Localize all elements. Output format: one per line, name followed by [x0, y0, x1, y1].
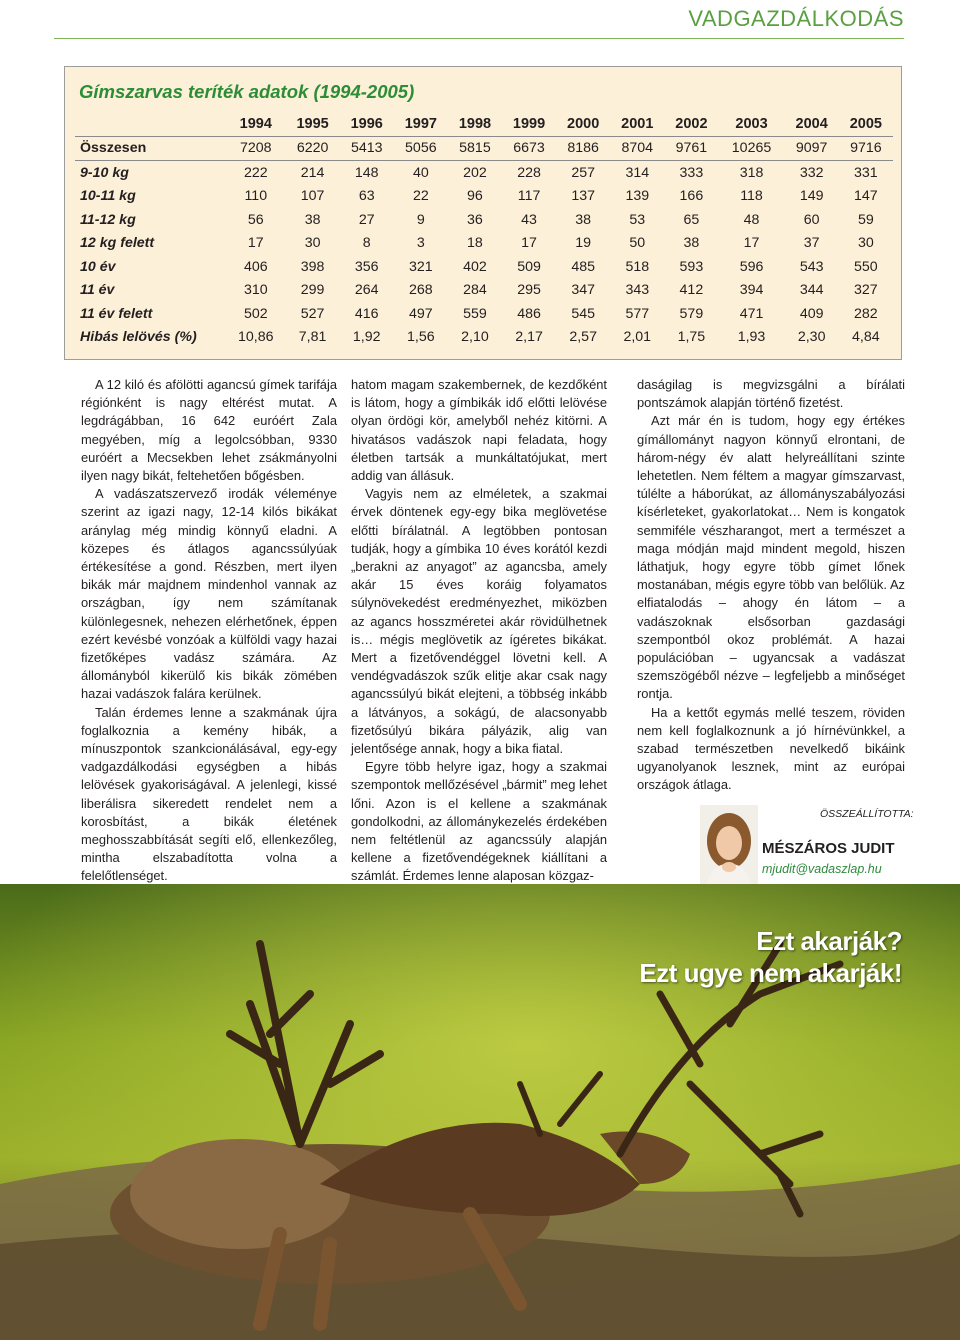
- table-cell: 6220: [286, 136, 340, 161]
- table-cell: 139: [625, 188, 650, 205]
- table-row: [75, 302, 893, 326]
- table-cell: 8186: [556, 136, 610, 161]
- row-label: 10 év: [80, 258, 116, 275]
- table-cell: 1,56: [407, 329, 435, 346]
- year-header: 2002: [664, 112, 718, 136]
- table-cell: 6673: [502, 136, 556, 161]
- table-cell: 10,86: [238, 329, 274, 346]
- table-cell: 332: [799, 164, 824, 181]
- table-cell: 398: [300, 258, 325, 275]
- table-cell: 59: [857, 211, 874, 228]
- paragraph: Azt már én is tudom, hogy egy értékes gímállományt nagyon könnyű elrontani, de három-négy év alatt helyreállítani szinte lehetetlen. Nem féltem a magyar gímszarvast, túlélte a háborúkat, az állományszabályozási kísérleteket, gyakorlatokat… Nem is kongatok semmiféle vészharangot, mert a természet a maga módján majd mindent megold, hiszen láthatjuk, hogy egyre több gímet lőnek mostanában, mégis egyre több van belőlük. Az elfiatalodás – ahogy én látom – a vadászoknak elsősorban gazdasági szempontból okoz problémát. A hazai populációban – ugyancsak a vadászat szemszögéből nézve – legfeljebb a minőséget rontja.: [637, 413, 905, 702]
- paragraph: A vadászatszervező irodák véleménye szerint az igazi nagy, 12-14 kilós bikákat aránylag még mindig könnyű eladni. A közepes és átlagos agancssúlyúak értékesítése a gond. Részben, mert ilyen bikák már majdnem mindenhol vannak az országban, így nem számítanak különlegesnek, nehezen elérhetőnek, éppen ezért kevésbé vonzóak a külföldi vagy hazai fizetőképes vadász számára. Az állományból kikerülő kis bikák zömében hazai vadászok falára kerülnek.: [81, 486, 337, 702]
- table-cell: 509: [517, 258, 541, 275]
- year-header: 2005: [839, 112, 893, 136]
- paragraph: Egyre több helyre igaz, hogy a szakmai szempontok mellőzésével „bármit” meg lehet lőni. Azon is el kellene a szakmának gondolkodni, az állománykezelés érdekében nem feltétlenül az agancssúly alapján kellene a fizetővendégeknek kiállítani a számlát. Érdemes lenne alaposan közgaz-: [351, 759, 607, 884]
- table-cell: 30: [857, 235, 874, 252]
- row-label: 12 kg felett: [80, 235, 155, 252]
- table-cell: 502: [243, 305, 268, 322]
- year-header: 1994: [226, 112, 286, 136]
- table-cell: 412: [679, 282, 704, 299]
- paragraph: Talán érdemes lenne a szakmának újra foglalkoznia a kemény hibák, a mínuszpontok szankcionálásával, egy-egy vadgazdálkodási egységben a hibás lelövések gyakoriságával. A jelenlegi, kissé liberálisra sikeredett rendelet nem a korosbítást, a bikák életének meghosszabbítását segíti elő, ellenkezőleg, mintha elszabadította volna a felelőtlenséget.: [81, 704, 337, 884]
- header-corner: [75, 112, 226, 136]
- row-label: 10-11 kg: [80, 188, 136, 205]
- table-cell: 228: [517, 164, 541, 181]
- table-cell: 409: [799, 305, 824, 322]
- table-row: [75, 136, 893, 161]
- table-cell: 38: [304, 211, 321, 228]
- table-cell: 310: [243, 282, 268, 299]
- table-title: Gímszarvas teríték adatok (1994-2005): [79, 81, 415, 102]
- table-cell: 527: [300, 305, 325, 322]
- table-cell: 284: [463, 282, 487, 299]
- article-column-2: [351, 376, 607, 886]
- table-row: [75, 161, 893, 185]
- paragraph: Ha a kettőt egymás mellé teszem, röviden nem kell foglalkoznunk a jó hírnévünkkel, a szabad természetben nevelkedő bikáink ugyanolyanok lesznek, mint az európai országok átlaga.: [637, 704, 905, 793]
- table-row: [75, 279, 893, 303]
- year-header: 1996: [340, 112, 394, 136]
- stats-table-box: [64, 66, 902, 360]
- table-cell: 559: [463, 305, 487, 322]
- row-label: 9-10 kg: [80, 164, 129, 181]
- table-cell: 282: [854, 305, 878, 322]
- table-cell: 257: [571, 164, 595, 181]
- table-cell: 406: [243, 258, 268, 275]
- table-cell: 497: [409, 305, 433, 322]
- table-cell: 321: [409, 258, 433, 275]
- table-cell: 343: [625, 282, 650, 299]
- table-cell: 110: [244, 188, 268, 205]
- header-divider: [54, 38, 904, 39]
- table-cell: 333: [679, 164, 704, 181]
- table-cell: 347: [571, 282, 595, 299]
- table-cell: 416: [354, 305, 379, 322]
- table-cell: 344: [799, 282, 824, 299]
- table-cell: 268: [409, 282, 433, 299]
- table-cell: 579: [679, 305, 704, 322]
- table-cell: 5056: [394, 136, 448, 161]
- row-label: Összesen: [75, 136, 226, 161]
- table-cell: 38: [575, 211, 592, 228]
- table-cell: 299: [300, 282, 325, 299]
- table-cell: 148: [354, 164, 379, 181]
- article-column-1: [81, 376, 337, 940]
- year-header: 1999: [502, 112, 556, 136]
- photo-caption-line-1: Ezt akarják?: [756, 926, 902, 956]
- table-cell: 36: [467, 211, 483, 228]
- year-header: 2000: [556, 112, 610, 136]
- table-cell: 8: [362, 235, 371, 252]
- table-row: [75, 185, 893, 209]
- paragraph: Vagyis nem az elméletek, a szakmai érvek döntenek egy-egy bika meglövetése előtti bírálatnál. A legtöbben pontosan tudják, hogy a gímbika 10 éves korától kezdi „berakni az anyagot” az agancsba, amely akár 15 éves koráig folyamatos súlynövekedést eredményezhet, miközben az agancs hosszméretei akár rövidülhetnek is… mégis meglövetik az ígéretes bikákat. Mert a fizetővendéggel lövetni kell. A vendégvadászok szűk elitje akar csak nagy agancssúlyú bikát elejteni, a többség inkább a látványos, a sokágú, de alacsonyabb fizetősúlyú bikára pályázik, alig van jelentősége annak, hogy a bika fiatal.: [351, 486, 607, 757]
- table-cell: 27: [358, 211, 375, 228]
- table-cell: 96: [467, 188, 483, 205]
- table-cell: 7208: [226, 136, 286, 161]
- table-cell: 40: [412, 164, 429, 181]
- table-cell: 3: [416, 235, 425, 252]
- paragraph: hatom magam szakembernek, de kezdőként is látom, hogy a gímbikák idő előtti lelövése olyan ördögi kör, amelyből nehéz kitörni. A hivatásos vadászok napi feladata, hogy életben tartsák a munkáltatójukat, mert addig van állásuk.: [351, 377, 607, 484]
- paragraph: daságilag is megvizsgálni a bírálati pontszámok alapján történő fizetést.: [637, 377, 905, 411]
- table-cell: 17: [743, 235, 760, 252]
- table-cell: 38: [683, 235, 700, 252]
- table-cell: 22: [412, 188, 429, 205]
- year-header: 1997: [394, 112, 448, 136]
- table-cell: 485: [571, 258, 595, 275]
- table-cell: 596: [739, 258, 764, 275]
- table-cell: 518: [625, 258, 650, 275]
- table-cell: 53: [629, 211, 646, 228]
- year-header: 2003: [718, 112, 784, 136]
- table-cell: 37: [803, 235, 820, 252]
- table-cell: 137: [571, 188, 595, 205]
- table-cell: 5815: [448, 136, 502, 161]
- table-cell: 17: [521, 235, 537, 252]
- table-cell: 118: [740, 188, 763, 205]
- table-cell: 5413: [340, 136, 394, 161]
- table-cell: 545: [571, 305, 595, 322]
- author-email[interactable]: mjudit@vadaszlap.hu: [762, 862, 882, 876]
- table-cell: 30: [304, 235, 321, 252]
- table-cell: 356: [354, 258, 379, 275]
- table-cell: 17: [247, 235, 264, 252]
- table-cell: 1,93: [737, 329, 766, 346]
- table-cell: 394: [739, 282, 764, 299]
- table-cell: 50: [629, 235, 646, 252]
- table-header-row: [75, 112, 893, 136]
- table-cell: 486: [517, 305, 541, 322]
- table-cell: 149: [799, 188, 824, 205]
- table-cell: 7,81: [298, 329, 327, 346]
- table-cell: 60: [803, 211, 820, 228]
- table-cell: 593: [679, 258, 704, 275]
- paragraph: A 12 kiló és afölötti agancsú gímek tarifája régiónként is nagy eltérést mutat. A legdrágábban, 16 642 euróért Zala megyében, míg a legolcsóbban, 9330 euróért a Mecsekben lehet zsákmányolni ilyen nagy bikát, feltehetően bőgésben.: [81, 377, 337, 484]
- table-cell: 9097: [785, 136, 839, 161]
- table-cell: 8704: [610, 136, 664, 161]
- year-header: 2001: [610, 112, 664, 136]
- table-cell: 550: [854, 258, 878, 275]
- table-cell: 327: [854, 282, 878, 299]
- table-cell: 147: [854, 188, 878, 205]
- stats-table: [75, 112, 893, 349]
- table-cell: 2,57: [569, 329, 597, 346]
- section-title: VADGAZDÁLKODÁS: [688, 6, 904, 31]
- row-label: 11 év: [80, 282, 115, 299]
- table-cell: 19: [575, 235, 592, 252]
- author-photo: [700, 805, 758, 887]
- table-cell: 9: [416, 211, 425, 228]
- table-cell: 18: [467, 235, 483, 252]
- table-cell: 214: [300, 164, 325, 181]
- table-cell: 56: [247, 211, 264, 228]
- row-label: 11-12 kg: [80, 211, 136, 228]
- table-cell: 222: [243, 164, 268, 181]
- table-cell: 314: [625, 164, 650, 181]
- year-header: 2004: [785, 112, 839, 136]
- photo-caption-line-2: Ezt ugye nem akarják!: [639, 958, 902, 988]
- table-row: [75, 208, 893, 232]
- table-cell: 2,01: [623, 329, 652, 346]
- table-cell: 9761: [664, 136, 718, 161]
- table-row: [75, 232, 893, 256]
- table-cell: 10265: [718, 136, 784, 161]
- table-cell: 2,17: [515, 329, 543, 346]
- table-cell: 318: [739, 164, 764, 181]
- table-row: [75, 326, 893, 350]
- table-cell: 264: [354, 282, 379, 299]
- table-cell: 43: [521, 211, 537, 228]
- table-cell: 202: [463, 164, 487, 181]
- table-cell: 166: [679, 188, 704, 205]
- table-cell: 9716: [839, 136, 893, 161]
- table-cell: 543: [799, 258, 824, 275]
- table-cell: 48: [743, 211, 760, 228]
- year-header: 1998: [448, 112, 502, 136]
- table-cell: 65: [683, 211, 700, 228]
- table-cell: 2,30: [797, 329, 826, 346]
- table-cell: 2,10: [461, 329, 489, 346]
- table-cell: 331: [854, 164, 878, 181]
- row-label: Hibás lelövés (%): [80, 329, 197, 346]
- table-cell: 402: [463, 258, 487, 275]
- table-cell: 117: [517, 188, 541, 205]
- byline-label: ÖSSZEÁLLÍTOTTA:: [820, 808, 914, 820]
- table-cell: 1,75: [677, 329, 706, 346]
- author-name: MÉSZÁROS JUDIT: [762, 840, 895, 857]
- table-cell: 471: [739, 305, 764, 322]
- year-header: 1995: [286, 112, 340, 136]
- table-cell: 1,92: [352, 329, 381, 346]
- table-cell: 107: [300, 188, 325, 205]
- article-column-3: [637, 376, 905, 795]
- row-label: 11 év felett: [80, 305, 153, 322]
- table-row: [75, 255, 893, 279]
- table-cell: 4,84: [852, 329, 880, 346]
- table-cell: 295: [517, 282, 541, 299]
- table-cell: 577: [625, 305, 650, 322]
- table-cell: 63: [358, 188, 375, 205]
